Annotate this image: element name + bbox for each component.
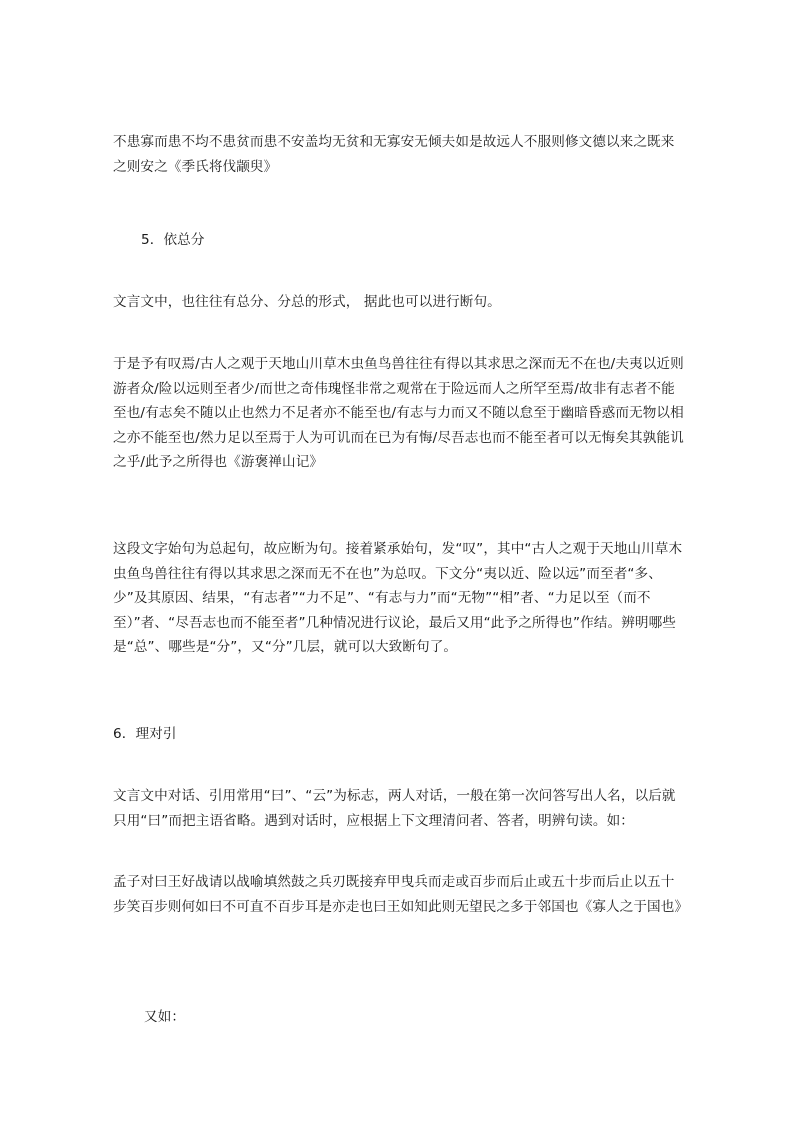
paragraph-quote-jishi: 不患寡而患不均不患贫而患不安盖均无贫和无寡安无倾夫如是故远人不服则修文德以来之既来之则安之《季氏将伐颛臾》 [113, 134, 675, 175]
paragraph-quote-guarenzhiyuguo: 孟子对曰王好战请以战喻填然鼓之兵刃既接弃甲曳兵而走或百步而后止或五十步而后止以五十步笑百步则何如曰不可直不百步耳是亦走也曰王如知此则无望民之多于邻国也《寡人之于国也》 [113, 874, 689, 915]
paragraph-youru: 又如： [144, 1009, 186, 1025]
section-heading-6: 6．理对引 [113, 726, 177, 742]
paragraph-intro-zongfen: 文言文中，也往往有总分、分总的形式， 据此也可以进行断句。 [113, 294, 501, 310]
paragraph-quote-youbaochan: 于是予有叹焉/古人之观于天地山川草木虫鱼鸟兽往往有得以其求思之深而无不在也/夫夷以近则游者众/险以远则至者少/而世之奇伟瑰怪非常之观常在于险远而人之所罕至焉/故非有志者不能至也/有志矣不随以止也然力不足者亦不能至也/有志与力而又不随以怠至于幽暗昏惑而无物以相之亦不能至也/然力足以至焉于人为可讥而在已为有悔/尽吾志也而不能至者可以无悔矣其孰能讥之乎/此予之所得也《游褒禅山记》 [113, 356, 684, 471]
section-heading-5: 5．依总分 [141, 232, 205, 248]
paragraph-intro-duiyin: 文言文中对话、引用常用“曰”、“云”为标志，两人对话，一般在第一次问答写出人名，以后就只用“曰”而把主语省略。遇到对话时，应根据上下文理清问者、答者，明辨句读。如： [113, 788, 676, 829]
paragraph-analysis: 这段文字始句为总起句，故应断为句。接着紧承始句，发“叹”，其中“古人之观于天地山川草木虫鱼鸟兽往往有得以其求思之深而无不在也”为总叹。下文分“夷以近、险以远”而至者“多、少”及其原因、结果，“有志者”“力不足”、“有志与力”而“无物”“相”者、“力足以至（而不至）”者、“尽吾志也而不能至者”几种情况进行议论，最后又用“此予之所得也”作结。辨明哪些是“总”、哪些是“分”，又“分”几层，就可以大致断句了。 [113, 541, 683, 656]
